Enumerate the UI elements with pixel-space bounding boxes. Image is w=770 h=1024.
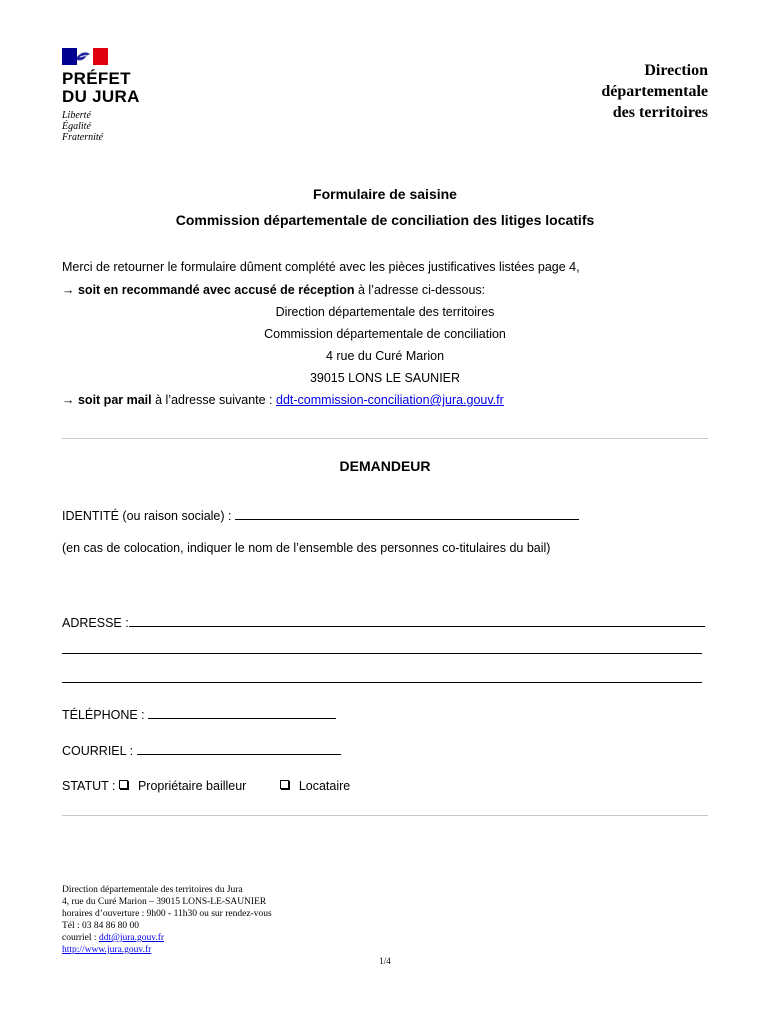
telephone-input-line[interactable] — [148, 706, 336, 719]
option-mail-rest: à l’adresse suivante : — [151, 393, 276, 407]
adresse-label: ADRESSE : — [62, 616, 129, 630]
arrow-right-icon: → — [62, 283, 75, 297]
statut-field — [62, 779, 350, 794]
marianne-logo — [62, 48, 108, 65]
courriel-field — [62, 742, 341, 759]
service-line1: Direction — [644, 62, 708, 79]
section-title-demandeur: DEMANDEUR — [339, 458, 431, 474]
service-line2: départementale — [601, 83, 708, 100]
proprietaire-checkbox[interactable] — [119, 780, 128, 789]
courriel-input-line[interactable] — [137, 742, 341, 755]
footer-line: Direction départementale des territoires du Jura — [62, 885, 243, 895]
divider — [62, 815, 708, 816]
arrow-right-icon: → — [62, 393, 75, 407]
adresse-field — [62, 614, 705, 631]
option-recommande-bold: soit en recommandé avec accusé de réception — [77, 283, 355, 297]
intro-text: Merci de retourner le formulaire dûment complété avec les pièces justificatives listées page 4, — [62, 260, 580, 274]
page-number: 1/4 — [379, 956, 391, 966]
identite-field — [62, 507, 579, 524]
option-mail-bold: soit par mail — [77, 393, 152, 407]
republic-motto — [62, 110, 103, 143]
option-recommande-rest: à l’adresse ci-dessous: — [354, 283, 486, 297]
address-line: 39015 LONS LE SAUNIER — [309, 371, 461, 385]
logo-name-line2: DU JURA — [62, 87, 140, 106]
divider — [62, 438, 708, 439]
flag-white-band — [77, 48, 93, 65]
telephone-field — [62, 706, 336, 723]
flag-blue-band — [62, 48, 77, 65]
adresse-input-line[interactable] — [129, 614, 705, 627]
flag-red-band — [93, 48, 108, 65]
address-line: Commission départementale de conciliation — [264, 327, 506, 341]
footer-email-link[interactable]: ddt@jura.gouv.fr — [98, 933, 165, 943]
locataire-checkbox[interactable] — [280, 780, 289, 789]
colocation-note: (en cas de colocation, indiquer le nom de l’ensemble des personnes co-titulaires du bail) — [62, 541, 551, 555]
motto-fraternite: Fraternité — [62, 132, 104, 143]
option-recommande — [62, 283, 485, 298]
form-subtitle: Commission départementale de conciliation des litiges locatifs — [175, 212, 595, 228]
motto-liberte: Liberté — [62, 110, 91, 121]
form-title: Formulaire de saisine — [313, 186, 457, 202]
statut-label: STATUT : — [62, 779, 119, 793]
footer-contact — [62, 884, 272, 956]
telephone-label: TÉLÉPHONE : — [62, 708, 149, 722]
footer-line: horaires d’ouverture : 9h00 - 11h30 ou sur rendez-vous — [62, 909, 272, 919]
locataire-label: Locataire — [298, 779, 351, 793]
adresse-input-line-2[interactable] — [62, 653, 702, 654]
adresse-input-line-3[interactable] — [62, 682, 702, 683]
identite-label: IDENTITÉ (ou raison sociale) : — [62, 509, 235, 523]
marianne-profile-icon — [77, 50, 95, 63]
courriel-label: COURRIEL : — [62, 744, 137, 758]
address-line: 4 rue du Curé Marion — [325, 349, 445, 363]
identite-input-line[interactable] — [235, 507, 579, 520]
logo-name-line1: PRÉFET — [62, 69, 131, 88]
footer-line: 4, rue du Curé Marion – 39015 LONS-LE-SAUNIER — [62, 897, 267, 907]
address-line: Direction départementale des territoires — [275, 305, 495, 319]
option-mail — [62, 393, 504, 408]
motto-egalite: Égalité — [62, 121, 91, 132]
proprietaire-label: Propriétaire bailleur — [137, 779, 247, 793]
service-name — [601, 60, 708, 123]
footer-email-label: courriel : — [62, 933, 99, 943]
footer-phone: Tél : 03 84 86 80 00 — [62, 921, 140, 931]
footer-website-link[interactable]: http://www.jura.gouv.fr — [62, 945, 152, 955]
email-link[interactable]: ddt-commission-conciliation@jura.gouv.fr — [276, 393, 504, 407]
prefet-du-jura-wordmark — [62, 70, 140, 106]
service-line3: des territoires — [612, 104, 708, 121]
footer-email-line — [62, 932, 272, 944]
